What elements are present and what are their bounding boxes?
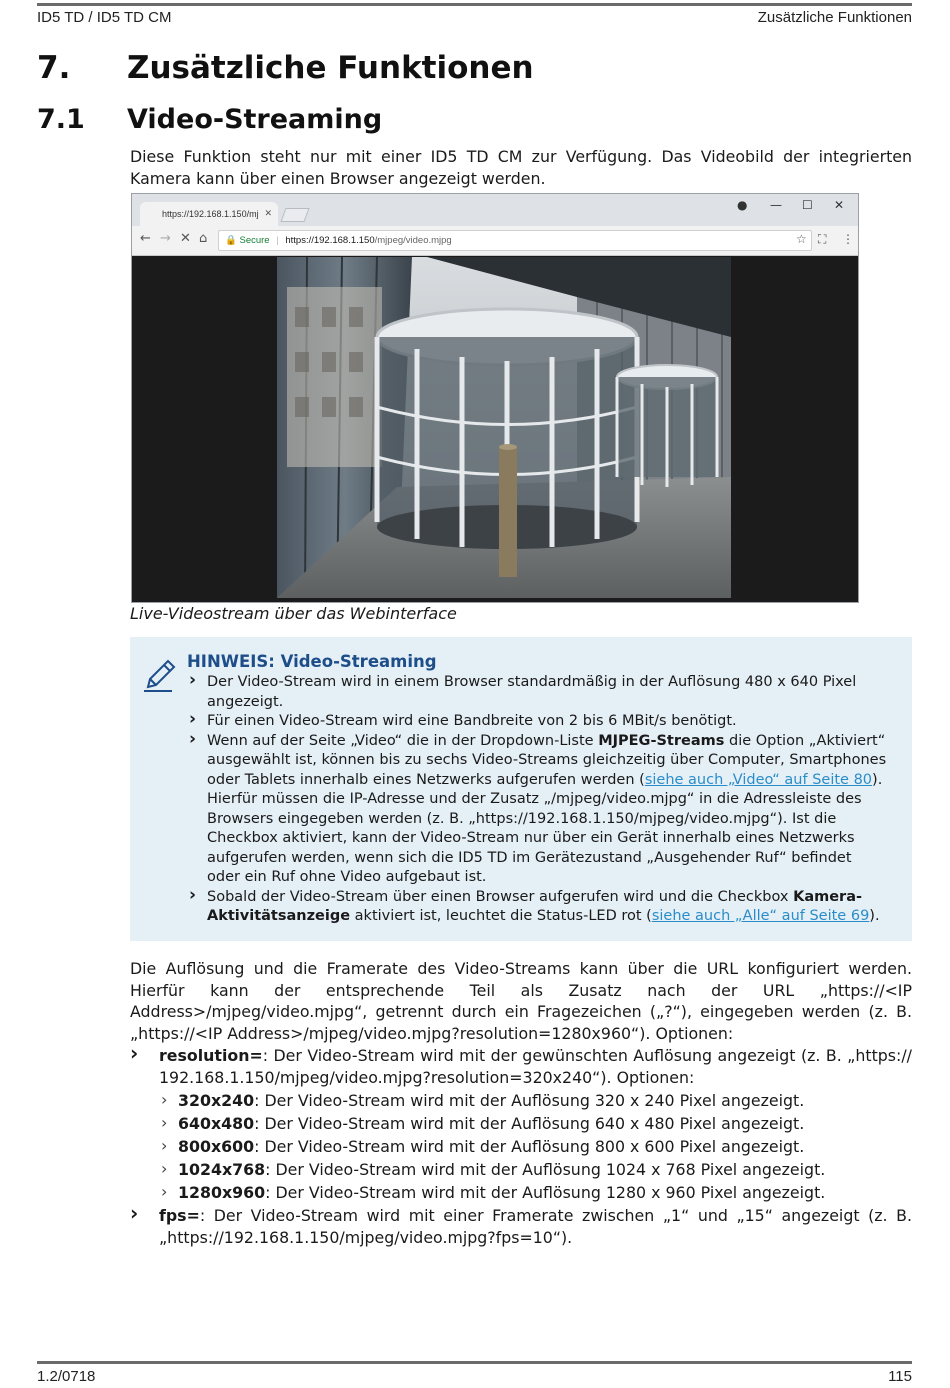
option-text: : Der Video-Stream wird mit der gewünschten Auflösung angezeigt (z. B. „https:// 192.168.1.150/mjpeg/video.mjpg?resolution=320x240“). Optionen: xyxy=(159,1046,912,1087)
resolution-option xyxy=(159,1181,912,1204)
note-item: › Der Video-Stream wird in einem Browser standardmäßig in der Auflösung 480 x 640 Pixel angezeigt. xyxy=(187,673,887,712)
option-key: 640x480 xyxy=(178,1114,255,1133)
option-text: : Der Video-Stream wird mit der Auflösung 800 x 600 Pixel angezeigt. xyxy=(254,1137,805,1156)
home-icon[interactable]: ⌂ xyxy=(199,231,208,246)
option-text: : Der Video-Stream wird mit der Auflösung 1280 x 960 Pixel angezeigt. xyxy=(265,1183,826,1202)
note-text: die Option „Aktiviert“ ausgewählt ist, können bis zu sechs Video-Streams gleichzeitig über Computer, Smartphones oder Tablets innerhalb eines Netzwerks aufgerufen werden ( xyxy=(207,732,887,788)
note-text: ). Hierfür müssen die IP-Adresse und der Zusatz „/mjpeg/video.mjpg“ in die Adressleiste des Browsers eingegeben werden (z. B. „https://192.168.1.150/mjpeg/video.mjpg“). Ist die Checkbox aktiviert, kann der Video-Stream nur über ein Gerät innerhalb eines Netzwerks aufgerufen werden, wenn sich die ID5 TD im Gerätezustand „Ausgehender Ruf“ befindet oder ein Ruf ohne Video aufgebaut ist. xyxy=(207,771,883,885)
menu-kebab-icon[interactable]: ⋮ xyxy=(842,232,854,246)
header-rule xyxy=(37,3,912,6)
pencil-icon xyxy=(142,657,178,693)
maximize-icon[interactable]: ☐ xyxy=(802,198,813,212)
option-fps xyxy=(130,1205,912,1248)
option-key: resolution= xyxy=(159,1046,263,1065)
video-frame xyxy=(277,257,731,598)
lock-icon: 🔒 xyxy=(225,235,237,246)
minimize-icon[interactable]: — xyxy=(770,198,782,212)
resolution-option xyxy=(159,1112,912,1135)
profile-icon[interactable]: ● xyxy=(737,198,748,212)
note-emphasis: MJPEG-Streams xyxy=(598,732,725,749)
video-page-link[interactable]: siehe auch „Video“ auf Seite 80 xyxy=(644,771,873,788)
address-bar[interactable] xyxy=(218,230,812,251)
note-item xyxy=(187,732,887,888)
cast-icon[interactable]: ⛶ xyxy=(818,232,827,246)
note-text: aktiviert ist, leuchtet die Status-LED rot ( xyxy=(350,908,652,924)
browser-tabbar xyxy=(132,194,858,226)
note-title: HINWEIS: Video-Streaming xyxy=(187,652,437,671)
forward-icon[interactable]: → xyxy=(160,231,171,246)
note-text: Wenn auf der Seite „Video“ die in der Dropdown-Liste xyxy=(207,732,599,749)
chapter-number: 7. xyxy=(37,50,71,86)
resolution-option xyxy=(159,1158,912,1181)
option-text: : Der Video-Stream wird mit einer Framerate zwischen „1“ und „15“ angezeigt (z. B. „https://192.168.1.150/mjpeg/video.mjpg?fps=10“). xyxy=(159,1206,912,1247)
option-key: 1280x960 xyxy=(178,1183,266,1202)
option-key: 800x600 xyxy=(178,1137,255,1156)
options-list xyxy=(130,1045,912,1248)
option-key: 1024x768 xyxy=(178,1160,266,1179)
section-heading xyxy=(37,104,382,135)
resolution-option xyxy=(159,1135,912,1158)
figure-caption: Live-Videostream über das Webinterface xyxy=(130,604,457,623)
option-key: 320x240 xyxy=(178,1091,255,1110)
note-text: ). xyxy=(869,908,880,924)
resolution-option xyxy=(159,1089,912,1112)
note-list xyxy=(187,673,887,927)
browser-toolbar xyxy=(132,226,858,256)
option-text: : Der Video-Stream wird mit der Auflösung 1024 x 768 Pixel angezeigt. xyxy=(265,1160,826,1179)
option-text: : Der Video-Stream wird mit der Auflösung 320 x 240 Pixel angezeigt. xyxy=(254,1091,805,1110)
config-paragraph: Die Auflösung und die Framerate des Video-Streams kann über die URL konfiguriert werden. Hierfür kann der entsprechende Teil als Zusatz nach der URL „https://<IP Address>/mjpeg/video.mjpg“, getrennt durch ein Fragezeichen („?“), eingegeben werden (z. B. „https://<IP Address>/mjpeg/video.mjpg?resolution=1280x960“). Optionen: xyxy=(130,959,912,1043)
secure-label: Secure xyxy=(239,235,270,246)
note-emphasis: Kamera-Aktivitätsanzeige xyxy=(207,888,863,924)
back-icon[interactable]: ← xyxy=(140,231,151,246)
header-chapter: Zusätzliche Funktionen xyxy=(757,9,912,26)
tab-close-icon[interactable]: ✕ xyxy=(264,208,272,218)
chapter-title: Zusätzliche Funktionen xyxy=(127,50,534,86)
alle-page-link[interactable]: siehe auch „Alle“ auf Seite 69 xyxy=(651,908,870,924)
browser-tab[interactable] xyxy=(140,202,278,226)
intro-paragraph: Diese Funktion steht nur mit einer ID5 TD CM zur Verfügung. Das Videobild der integrierten Kamera kann über einen Browser angezeigt werden. xyxy=(130,147,912,188)
new-tab-button[interactable] xyxy=(280,208,309,222)
resolution-sublist xyxy=(159,1089,912,1204)
option-text: : Der Video-Stream wird mit der Auflösung 640 x 480 Pixel angezeigt. xyxy=(254,1114,805,1133)
option-resolution xyxy=(130,1045,912,1204)
address-separator: | xyxy=(276,235,279,246)
note-item: › Für einen Video-Stream wird eine Bandbreite von 2 bis 6 MBit/s benötigt. xyxy=(187,712,887,732)
chapter-heading xyxy=(37,50,534,86)
note-box xyxy=(130,637,912,941)
url-path: /mjpeg/video.mjpg xyxy=(374,235,452,246)
window-close-icon[interactable]: ✕ xyxy=(834,198,845,212)
note-item xyxy=(187,888,887,927)
bookmark-star-icon[interactable]: ☆ xyxy=(796,232,807,246)
option-key: fps= xyxy=(159,1206,200,1225)
footer-rule xyxy=(37,1361,912,1364)
note-text: Sobald der Video-Stream über einen Browser aufgerufen wird und die Checkbox xyxy=(207,888,794,905)
url-host: https://192.168.1.150 xyxy=(285,235,375,246)
page-number: 115 xyxy=(888,1368,912,1385)
section-number: 7.1 xyxy=(37,104,85,135)
tab-title: https://192.168.1.150/mj xyxy=(162,209,259,219)
footer-version: 1.2/0718 xyxy=(37,1368,96,1385)
browser-screenshot xyxy=(131,193,859,603)
stop-icon[interactable]: ✕ xyxy=(180,231,191,246)
section-title: Video-Streaming xyxy=(127,104,383,135)
header-product: ID5 TD / ID5 TD CM xyxy=(37,9,172,26)
